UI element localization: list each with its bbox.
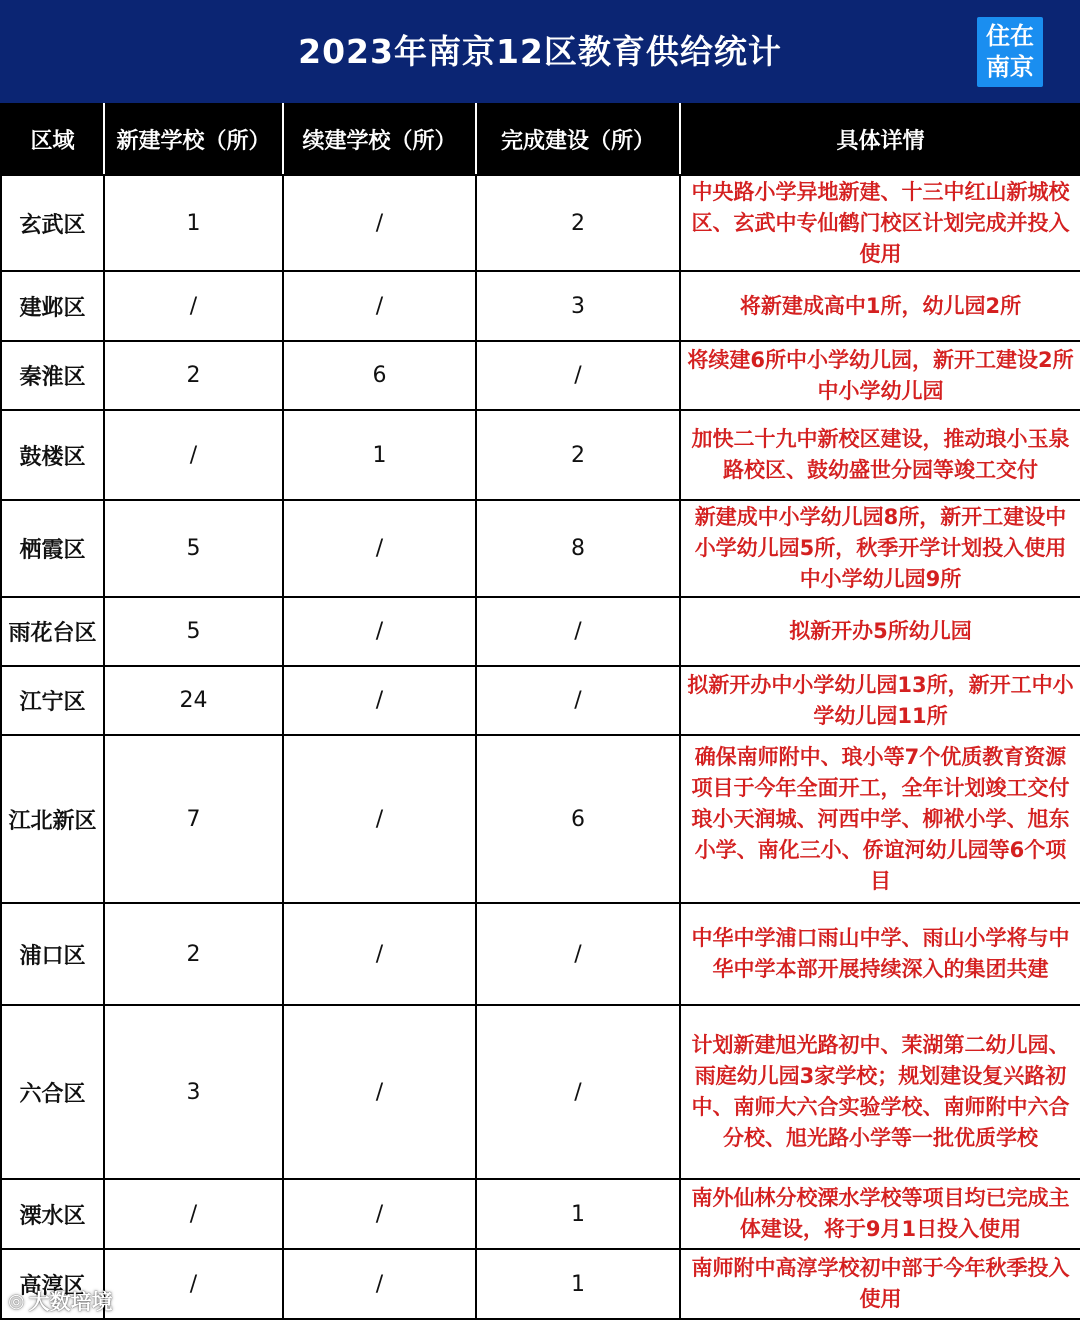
cell-completed: 1 [476,1249,680,1319]
cell-completed: / [476,341,680,410]
cell-detail: 中央路小学异地新建、十三中红山新城校区、玄武中专仙鹤门校区计划完成并投入使用 [680,175,1080,271]
header-completed: 完成建设（所） [476,104,680,175]
cell-continued: / [283,1249,476,1319]
table-row [1,1179,1080,1249]
cell-continued: / [283,666,476,735]
cell-new: 2 [104,903,283,1005]
cell-continued: / [283,1005,476,1179]
cell-completed: / [476,1005,680,1179]
cell-new: 24 [104,666,283,735]
cell-continued: / [283,903,476,1005]
cell-new: 2 [104,341,283,410]
cell-completed: 1 [476,1179,680,1249]
logo-line-1: 住在 [986,22,1034,50]
table-row [1,1249,1080,1319]
cell-detail: 南师附中高淳学校初中部于今年秋季投入使用 [680,1249,1080,1319]
header-new-schools: 新建学校（所） [104,104,283,175]
cell-new: / [104,271,283,341]
table-row [1,175,1080,271]
cell-new: / [104,1249,283,1319]
cell-continued: 6 [283,341,476,410]
cell-completed: 8 [476,500,680,597]
cell-district: 建邺区 [1,271,104,341]
cell-completed: 6 [476,735,680,903]
table-row [1,500,1080,597]
cell-district: 栖霞区 [1,500,104,597]
cell-detail: 拟新开办5所幼儿园 [680,597,1080,666]
cell-completed: 3 [476,271,680,341]
header-continued-schools: 续建学校（所） [283,104,476,175]
table-row [1,735,1080,903]
cell-detail: 确保南师附中、琅小等7个优质教育资源项目于今年全面开工，全年计划竣工交付琅小天润城、河西中学、柳袱小学、旭东小学、南化三小、侨谊河幼儿园等6个项目 [680,735,1080,903]
cell-continued: 1 [283,410,476,500]
supply-table [0,103,1080,1320]
cell-continued: / [283,271,476,341]
cell-district: 浦口区 [1,903,104,1005]
cell-completed: / [476,903,680,1005]
cell-detail: 将新建成高中1所，幼儿园2所 [680,271,1080,341]
cell-continued: / [283,175,476,271]
table-row [1,597,1080,666]
table-row [1,341,1080,410]
header-district: 区域 [1,104,104,175]
cell-district: 江宁区 [1,666,104,735]
cell-detail: 新建成中小学幼儿园8所，新开工建设中小学幼儿园5所，秋季开学计划投入使用中小学幼儿园9所 [680,500,1080,597]
cell-new: 1 [104,175,283,271]
brand-logo [977,17,1043,87]
watermark [8,1286,113,1316]
cell-district: 玄武区 [1,175,104,271]
cell-detail: 加快二十九中新校区建设，推动琅小玉泉路校区、鼓幼盛世分园等竣工交付 [680,410,1080,500]
cell-district: 江北新区 [1,735,104,903]
cell-continued: / [283,1179,476,1249]
cell-detail: 将续建6所中小学幼儿园，新开工建设2所中小学幼儿园 [680,341,1080,410]
cell-continued: / [283,735,476,903]
cell-new: 3 [104,1005,283,1179]
cell-completed: / [476,666,680,735]
header-detail: 具体详情 [680,104,1080,175]
cell-district: 秦淮区 [1,341,104,410]
cell-new: 5 [104,597,283,666]
cell-new: / [104,1179,283,1249]
table-row [1,410,1080,500]
weibo-icon: ◎ [8,1290,25,1312]
table-row [1,271,1080,341]
table-row [1,1005,1080,1179]
cell-new: 5 [104,500,283,597]
watermark-text: 大数培境 [28,1290,113,1314]
cell-new: 7 [104,735,283,903]
cell-continued: / [283,500,476,597]
cell-completed: 2 [476,410,680,500]
cell-district: 高淳区 [1,1249,104,1319]
cell-new: / [104,410,283,500]
cell-completed: / [476,597,680,666]
table-header-row [1,104,1080,175]
title-bar [0,0,1080,103]
table-row [1,903,1080,1005]
cell-district: 六合区 [1,1005,104,1179]
cell-completed: 2 [476,175,680,271]
cell-detail: 计划新建旭光路初中、茉湖第二幼儿园、雨庭幼儿园3家学校；规划建设复兴路初中、南师大六合实验学校、南师附中六合分校、旭光路小学等一批优质学校 [680,1005,1080,1179]
cell-detail: 南外仙林分校溧水学校等项目均已完成主体建设，将于9月1日投入使用 [680,1179,1080,1249]
logo-line-2: 南京 [986,53,1034,81]
page-title: 2023年南京12区教育供给统计 [298,32,782,71]
cell-detail: 中华中学浦口雨山中学、雨山小学将与中华中学本部开展持续深入的集团共建 [680,903,1080,1005]
cell-detail: 拟新开办中小学幼儿园13所，新开工中小学幼儿园11所 [680,666,1080,735]
table-row [1,666,1080,735]
cell-district: 雨花台区 [1,597,104,666]
cell-continued: / [283,597,476,666]
cell-district: 鼓楼区 [1,410,104,500]
cell-district: 溧水区 [1,1179,104,1249]
